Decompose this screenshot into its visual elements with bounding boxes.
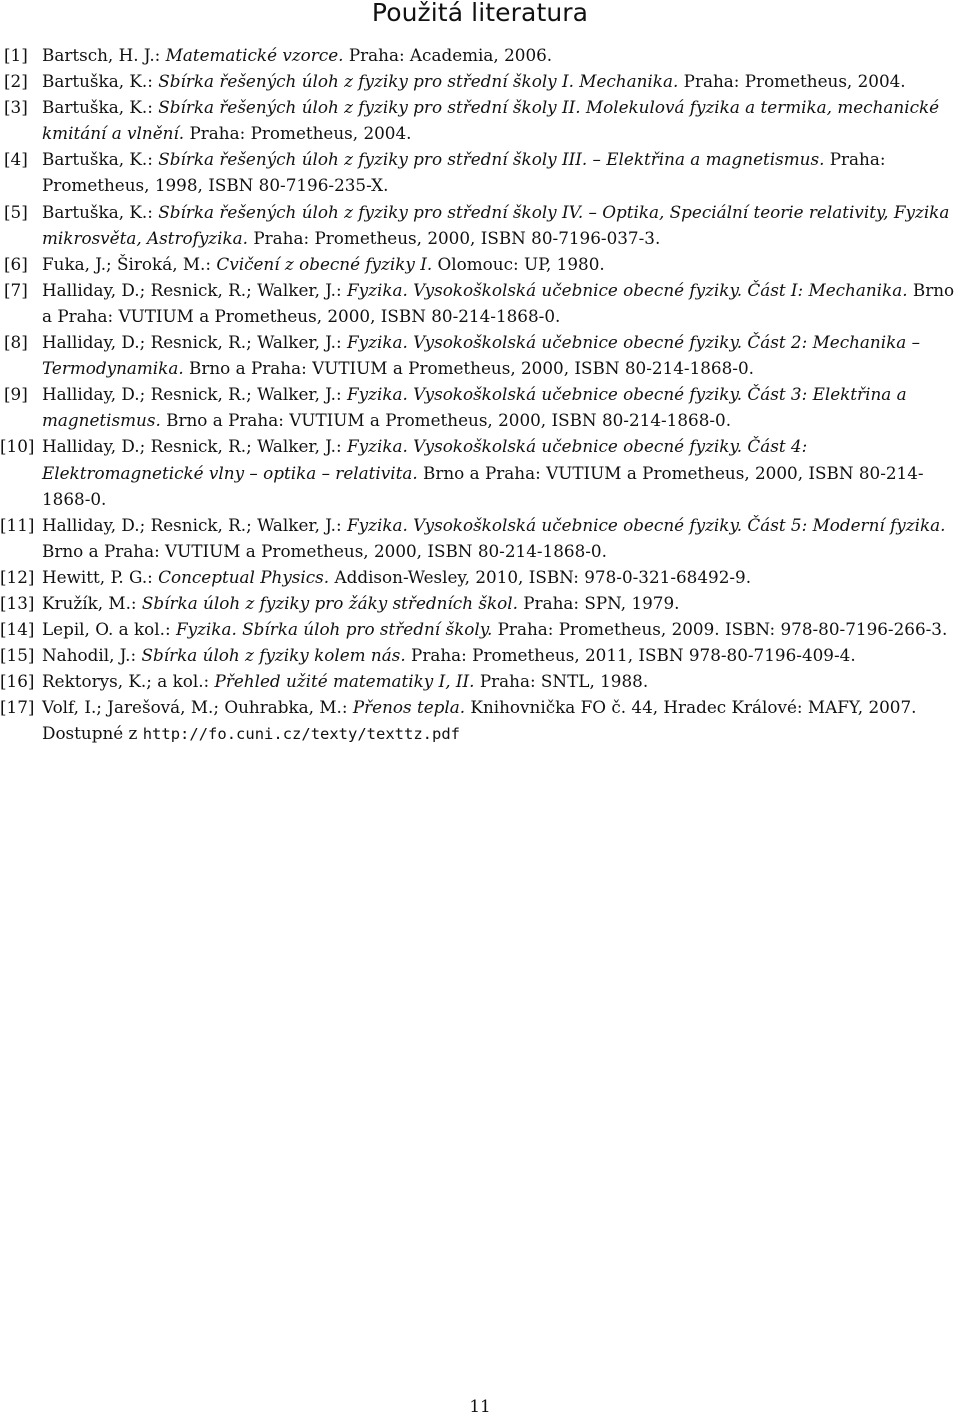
reference-title: Fyzika. Sbírka úloh pro střední školy.	[175, 619, 493, 640]
reference-text	[42, 642, 956, 668]
reference-segment: Bartuška, K.:	[42, 97, 159, 118]
reference-segment: Praha: SNTL, 1988.	[474, 671, 649, 692]
reference-segment: Brno a Praha: VUTIUM a Prometheus, 2000, ISBN 80-214-1868-0.	[42, 462, 924, 509]
reference-item	[0, 590, 956, 616]
reference-segment: Lepil, O. a kol.:	[42, 619, 176, 640]
reference-text	[42, 616, 956, 642]
reference-number: [8]	[4, 332, 28, 353]
reference-number: [17]	[0, 697, 35, 718]
reference-segment: Praha: Prometheus, 1998, ISBN 80-7196-235-X.	[42, 149, 886, 196]
reference-number: [3]	[4, 97, 28, 118]
reference-segment: Halliday, D.; Resnick, R.; Walker, J.:	[42, 279, 347, 300]
reference-title: Cvičení z obecné fyziky I.	[216, 253, 433, 274]
reference-text	[42, 277, 956, 329]
reference-item	[0, 512, 956, 564]
reference-item	[4, 277, 956, 329]
reference-text	[42, 146, 956, 198]
reference-segment: Praha: Prometheus, 2004.	[184, 123, 412, 144]
reference-number: [7]	[4, 279, 28, 300]
reference-segment: Praha: Academia, 2006.	[343, 45, 553, 65]
reference-title: Fyzika. Vysokoškolská učebnice obecné fyziky. Část 3: Elektřina a magnetismus.	[42, 384, 907, 431]
reference-segment: Praha: Prometheus, 2011, ISBN 978-80-7196-409-4.	[405, 645, 856, 666]
reference-title: Fyzika. Vysokoškolská učebnice obecné fyziky. Část I: Mechanika.	[346, 279, 908, 300]
reference-title: Sbírka úloh z fyziky pro žáky středních škol.	[141, 592, 518, 613]
reference-text	[42, 381, 956, 433]
reference-segment: Brno a Praha: VUTIUM a Prometheus, 2000, ISBN 80-214-1868-0.	[160, 410, 732, 431]
reference-item	[0, 668, 956, 694]
reference-text	[42, 329, 956, 381]
reference-segment: Volf, I.; Jarešová, M.; Ouhrabka, M.:	[42, 697, 353, 718]
reference-segment: Halliday, D.; Resnick, R.; Walker, J.:	[42, 436, 347, 457]
reference-item	[0, 564, 956, 590]
reference-text	[42, 68, 956, 94]
reference-text	[42, 590, 956, 616]
reference-segment: Praha: Prometheus, 2004.	[678, 71, 906, 92]
reference-item	[4, 199, 956, 251]
reference-title: Sbírka řešených úloh z fyziky pro střední školy I. Mechanika.	[158, 71, 679, 92]
reference-item	[0, 642, 956, 668]
reference-text	[42, 94, 956, 146]
reference-segment: Praha: Prometheus, 2009. ISBN: 978-80-7196-266-3.	[492, 619, 948, 640]
reference-title: Sbírka řešených úloh z fyziky pro střední školy III. – Elektřina a magnetismus.	[158, 149, 825, 170]
reference-number: [9]	[4, 384, 28, 405]
page-number: 11	[469, 1396, 491, 1416]
reference-item	[4, 329, 956, 381]
reference-text	[42, 694, 956, 747]
reference-segment: Bartsch, H. J.:	[42, 45, 166, 65]
reference-title: Matematické vzorce.	[165, 45, 344, 65]
reference-text	[42, 564, 956, 590]
reference-text	[42, 199, 956, 251]
reference-item	[4, 68, 956, 94]
reference-item	[4, 42, 956, 68]
reference-title: Fyzika. Vysokoškolská učebnice obecné fyziky. Část 5: Moderní fyzika.	[346, 514, 946, 535]
reference-list	[0, 42, 956, 748]
page-title: Použitá literatura	[371, 0, 589, 27]
reference-segment: Kružík, M.:	[42, 592, 142, 613]
reference-title: Conceptual Physics.	[158, 566, 330, 587]
reference-segment: Nahodil, J.:	[42, 645, 142, 666]
reference-segment: Knihovnička FO č. 44, Hradec Králové: MAFY, 2007. Dostupné z	[42, 697, 917, 744]
reference-segment: Hewitt, P. G.:	[42, 566, 159, 587]
reference-item	[4, 251, 956, 277]
reference-text	[42, 251, 956, 277]
reference-text	[42, 512, 956, 564]
reference-number: [15]	[0, 645, 35, 666]
reference-item	[4, 381, 956, 433]
reference-text	[42, 433, 956, 511]
reference-item	[0, 694, 956, 747]
reference-segment: Halliday, D.; Resnick, R.; Walker, J.:	[42, 384, 347, 405]
reference-number: [14]	[0, 619, 35, 640]
reference-segment: Addison-Wesley, 2010, ISBN: 978-0-321-68492-9.	[329, 566, 752, 587]
reference-number: [1]	[4, 45, 28, 65]
reference-text	[42, 42, 956, 68]
reference-title: Fyzika. Vysokoškolská učebnice obecné fyziky. Část 2: Mechanika – Termodynamika.	[42, 332, 920, 379]
reference-number: [12]	[0, 566, 35, 587]
reference-title: Sbírka řešených úloh z fyziky pro střední školy II. Molekulová fyzika a termika, mechanické kmitání a vlnění.	[42, 97, 940, 144]
reference-number: [6]	[4, 253, 28, 274]
reference-number: [5]	[4, 201, 28, 222]
reference-segment: Praha: Prometheus, 2000, ISBN 80-7196-037-3.	[248, 227, 661, 248]
reference-item	[0, 616, 956, 642]
reference-segment: Brno a Praha: VUTIUM a Prometheus, 2000, ISBN 80-214-1868-0.	[42, 540, 607, 561]
reference-number: [11]	[0, 514, 35, 535]
reference-segment: Rektorys, K.; a kol.:	[42, 671, 215, 692]
reference-number: [13]	[0, 592, 35, 613]
reference-title: Přenos tepla.	[352, 697, 466, 718]
reference-item	[4, 94, 956, 146]
reference-segment: Brno a Praha: VUTIUM a Prometheus, 2000, ISBN 80-214-1868-0.	[42, 279, 955, 326]
reference-title: Sbírka úloh z fyziky kolem nás.	[141, 645, 406, 666]
reference-title: Fyzika. Vysokoškolská učebnice obecné fyziky. Část 4: Elektromagnetické vlny – optika – relativita.	[42, 436, 808, 483]
reference-segment: Bartuška, K.:	[42, 71, 159, 92]
reference-segment: Halliday, D.; Resnick, R.; Walker, J.:	[42, 514, 347, 535]
reference-url: http://fo.cuni.cz/texty/texttz.pdf	[142, 725, 460, 744]
reference-number: [10]	[0, 436, 35, 457]
reference-item	[0, 433, 956, 511]
reference-number: [16]	[0, 671, 35, 692]
reference-segment: Olomouc: UP, 1980.	[432, 253, 605, 274]
reference-title: Přehled užité matematiky I, II.	[214, 671, 475, 692]
reference-item	[4, 146, 956, 198]
reference-segment: Fuka, J.; Široká, M.:	[42, 253, 217, 274]
reference-segment: Praha: SPN, 1979.	[517, 592, 680, 613]
reference-number: [2]	[4, 71, 28, 92]
reference-title: Sbírka řešených úloh z fyziky pro střední školy IV. – Optika, Speciální teorie relativity, Fyzika mikrosvěta, Astrofyzika.	[42, 201, 950, 248]
reference-segment: Bartuška, K.:	[42, 201, 159, 222]
reference-segment: Bartuška, K.:	[42, 149, 159, 170]
reference-segment: Brno a Praha: VUTIUM a Prometheus, 2000, ISBN 80-214-1868-0.	[183, 358, 754, 379]
reference-number: [4]	[4, 149, 28, 170]
reference-segment: Halliday, D.; Resnick, R.; Walker, J.:	[42, 332, 347, 353]
reference-text	[42, 668, 956, 694]
